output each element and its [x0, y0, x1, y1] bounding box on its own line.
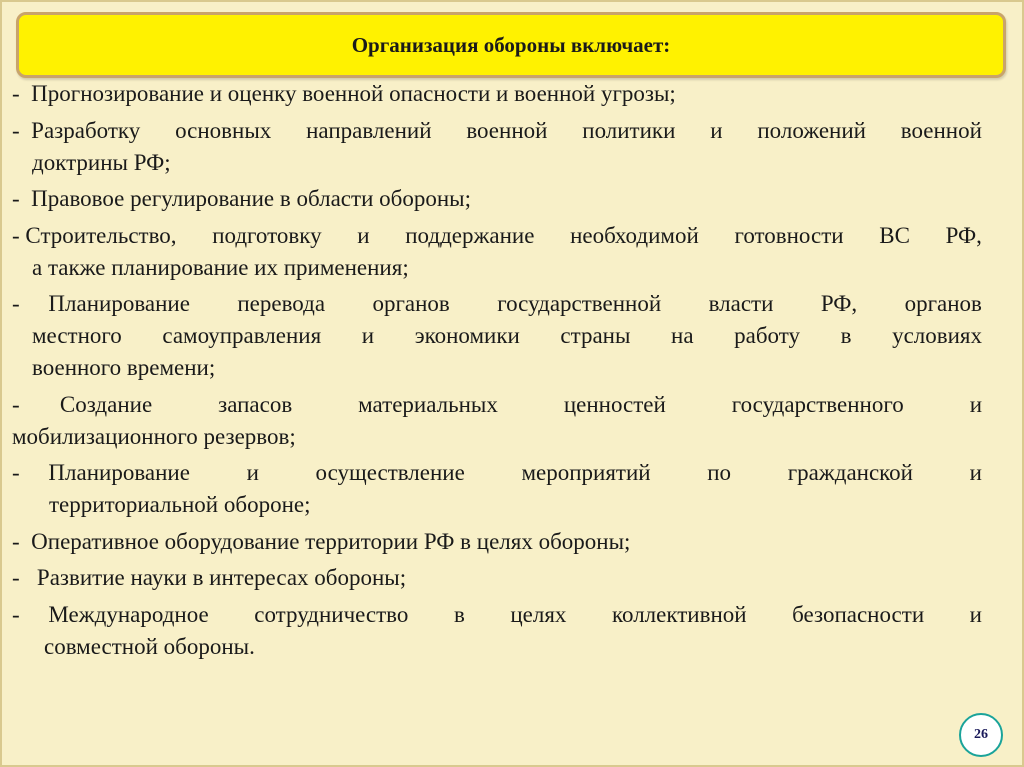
list-item-line: - Разработку основных направлений военной политики и положений военной: [12, 117, 982, 143]
list-item: [12, 220, 982, 284]
slide-title: Организация обороны включает:: [351, 32, 671, 57]
list-item-line: - Планирование и осуществление мероприятий по гражданской и: [12, 460, 982, 485]
list-item: [12, 599, 982, 663]
list-item-line: - Строительство, подготовку и поддержание необходимой готовности ВС РФ,: [12, 222, 982, 248]
list-item: [12, 78, 982, 110]
list-item: [12, 183, 982, 215]
list-item: [12, 288, 982, 384]
page-number-badge: [959, 713, 1003, 757]
bullet-list: [12, 78, 982, 667]
list-item-line: территориальной обороне;: [49, 492, 311, 517]
list-item-line: - Планирование перевода органов государственной власти РФ, органов: [12, 291, 982, 316]
list-item-line: - Правовое регулирование в области обороны;: [12, 186, 471, 211]
list-item-line: военного времени;: [32, 355, 216, 380]
list-item: [12, 457, 982, 521]
list-item: [12, 389, 982, 453]
title-box: [16, 12, 1006, 78]
list-item: [12, 526, 982, 558]
list-item-line: - Прогнозирование и оценку военной опасности и военной угрозы;: [12, 81, 676, 106]
list-item-line: - Развитие науки в интересах обороны;: [12, 565, 407, 590]
list-item-line: доктрины РФ;: [32, 149, 171, 175]
list-item-line: - Создание запасов материальных ценностей государственного и: [12, 391, 982, 417]
list-item-line: местного самоуправления и экономики страны на работу в условиях: [32, 323, 982, 348]
page-number: 26: [974, 727, 988, 742]
list-item-line: а также планирование их применения;: [32, 254, 409, 280]
list-item-line: мобилизационного резервов;: [12, 423, 296, 449]
list-item: [12, 115, 982, 179]
list-item: [12, 562, 982, 594]
list-item-line: - Оперативное оборудование территории РФ в целях обороны;: [12, 528, 631, 554]
list-item-line: совместной обороны.: [44, 633, 255, 659]
list-item-line: - Международное сотрудничество в целях коллективной безопасности и: [12, 601, 982, 627]
